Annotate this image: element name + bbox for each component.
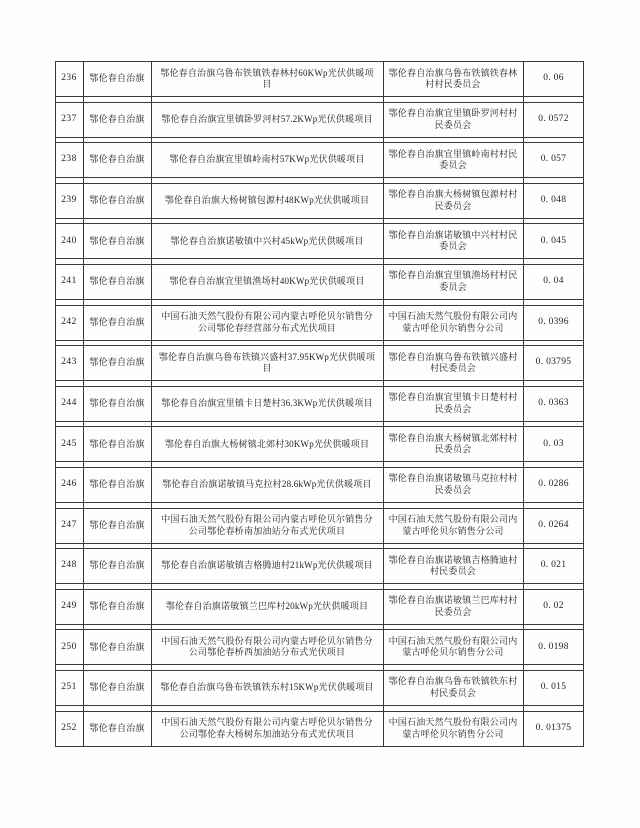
capacity-value-cell: 0. 0286 bbox=[538, 479, 569, 490]
region-cell: 鄂伦春自治旗 bbox=[89, 398, 145, 408]
region-cell: 鄂伦春自治旗 bbox=[89, 276, 145, 287]
region-cell: 鄂伦春自治旗 bbox=[89, 641, 145, 652]
region-cell: 鄂伦春自治旗 bbox=[89, 722, 145, 733]
region-cell: 鄂伦春自治旗 bbox=[89, 438, 145, 449]
table-row bbox=[55, 426, 584, 462]
capacity-value-cell: 0. 0396 bbox=[538, 316, 569, 327]
capacity-value-cell: 0. 06 bbox=[543, 73, 564, 84]
region-cell: 鄂伦春自治旗 bbox=[89, 357, 145, 368]
row-number-cell: 240 bbox=[61, 235, 77, 246]
table-row bbox=[55, 467, 584, 503]
project-name-cell: 中国石油天然气股份有限公司内蒙古呼伦贝尔销售分公司鄂伦春经营部分布式光伏项目 bbox=[161, 311, 373, 333]
row-number-cell: 250 bbox=[61, 641, 77, 652]
table-right-border bbox=[583, 61, 584, 747]
project-name-cell: 鄂伦春自治旗乌鲁布铁镇兴盛村37.95KWp光伏供暖项目 bbox=[158, 351, 376, 374]
capacity-value-cell: 0. 0198 bbox=[538, 641, 569, 652]
owner-unit-cell: 鄂伦春自治旗诺敏镇吉格腾迪村村民委员会 bbox=[388, 554, 518, 577]
row-number-cell: 244 bbox=[61, 398, 77, 408]
owner-unit-cell: 鄂伦春自治旗宜里镇卧罗河村村民委员会 bbox=[388, 108, 518, 130]
table-row bbox=[55, 183, 584, 219]
table-row bbox=[55, 629, 584, 665]
row-number-cell: 241 bbox=[61, 276, 77, 287]
pv-project-table bbox=[55, 61, 584, 747]
capacity-value-cell: 0. 0572 bbox=[538, 113, 569, 124]
owner-unit-cell: 中国石油天然气股份有限公司内蒙古呼伦贝尔销售分公司 bbox=[388, 514, 518, 536]
region-cell: 鄂伦春自治旗 bbox=[89, 682, 145, 693]
project-name-cell: 鄂伦春自治旗诺敏镇马克拉村28.6kWp光伏供暖项目 bbox=[162, 479, 372, 490]
project-name-cell: 鄂伦春自治旗诺敏镇中兴村45kWp光伏供暖项目 bbox=[170, 235, 364, 246]
project-name-cell: 鄂伦春自治旗大杨树镇包源村48KWp光伏供暖项目 bbox=[164, 195, 370, 206]
table-row bbox=[55, 711, 584, 747]
table-row bbox=[55, 102, 584, 138]
table-row bbox=[55, 589, 584, 625]
owner-unit-cell: 鄂伦春自治旗宜里镇卡日楚村村民委员会 bbox=[388, 392, 518, 414]
table-row bbox=[55, 548, 584, 584]
capacity-value-cell: 0. 01375 bbox=[535, 722, 572, 733]
owner-unit-cell: 中国石油天然气股份有限公司内蒙古呼伦贝尔销售分公司 bbox=[388, 635, 518, 658]
table-row bbox=[55, 670, 584, 706]
capacity-value-cell: 0. 03 bbox=[543, 438, 564, 449]
row-number-cell: 248 bbox=[61, 560, 77, 571]
project-name-cell: 鄂伦春自治旗宜里镇渔场村40KWp光伏供暖项目 bbox=[169, 276, 365, 287]
table-column-divider-3 bbox=[383, 61, 384, 747]
row-number-cell: 242 bbox=[61, 316, 77, 327]
project-name-cell: 鄂伦春自治旗诺敏镇吉格腾迪村21kWp光伏供暖项目 bbox=[161, 560, 373, 571]
project-name-cell: 中国石油天然气股份有限公司内蒙古呼伦贝尔销售分公司鄂伦春大杨树东加油站分布式光伏项目 bbox=[161, 717, 373, 739]
table-column-divider-2 bbox=[151, 61, 152, 747]
project-name-cell: 鄂伦春自治旗宜里镇岭南村57KWp光伏供暖项目 bbox=[169, 154, 365, 165]
project-name-cell: 鄂伦春自治旗宜里镇卡日楚村36.3KWp光伏供暖项目 bbox=[161, 398, 373, 408]
region-cell: 鄂伦春自治旗 bbox=[89, 113, 145, 124]
capacity-value-cell: 0. 03795 bbox=[535, 357, 572, 368]
project-name-cell: 鄂伦春自治旗大杨树镇北郊村30KWp光伏供暖项目 bbox=[164, 438, 370, 449]
capacity-value-cell: 0. 04 bbox=[543, 276, 564, 287]
capacity-value-cell: 0. 045 bbox=[540, 235, 567, 246]
row-number-cell: 245 bbox=[61, 438, 77, 449]
capacity-value-cell: 0. 0264 bbox=[538, 519, 569, 530]
owner-unit-cell: 鄂伦春自治旗诺敏镇马克拉村村民委员会 bbox=[388, 473, 518, 495]
capacity-value-cell: 0. 021 bbox=[540, 560, 567, 571]
owner-unit-cell: 中国石油天然气股份有限公司内蒙古呼伦贝尔销售分公司 bbox=[388, 717, 518, 739]
row-number-cell: 252 bbox=[61, 722, 77, 733]
row-number-cell: 246 bbox=[61, 479, 77, 490]
row-number-cell: 247 bbox=[61, 519, 77, 530]
owner-unit-cell: 鄂伦春自治旗大杨树镇北郊村村民委员会 bbox=[388, 432, 518, 455]
row-number-cell: 239 bbox=[61, 195, 77, 206]
owner-unit-cell: 中国石油天然气股份有限公司内蒙古呼伦贝尔销售分公司 bbox=[388, 311, 518, 333]
row-number-cell: 249 bbox=[61, 600, 77, 611]
region-cell: 鄂伦春自治旗 bbox=[89, 519, 145, 530]
table-row bbox=[55, 345, 584, 381]
region-cell: 鄂伦春自治旗 bbox=[89, 479, 145, 490]
capacity-value-cell: 0. 057 bbox=[540, 154, 567, 165]
capacity-value-cell: 0. 015 bbox=[540, 682, 567, 693]
row-number-cell: 243 bbox=[61, 357, 77, 368]
table-row bbox=[55, 264, 584, 300]
capacity-value-cell: 0. 02 bbox=[543, 600, 564, 611]
capacity-value-cell: 0. 0363 bbox=[538, 398, 569, 408]
owner-unit-cell: 鄂伦春自治旗诺敏镇兰巴库村村民委员会 bbox=[388, 595, 518, 617]
project-name-cell: 鄂伦春自治旗乌鲁布铁镇铁春林村60KWp光伏供暖项目 bbox=[160, 67, 374, 89]
owner-unit-cell: 鄂伦春自治旗乌鲁布铁镇铁春林村村民委员会 bbox=[388, 67, 518, 89]
table-row bbox=[55, 223, 584, 259]
project-name-cell: 鄂伦春自治旗乌鲁布铁镇铁东村15KWp光伏供暖项目 bbox=[160, 682, 374, 693]
region-cell: 鄂伦春自治旗 bbox=[89, 316, 145, 327]
row-number-cell: 236 bbox=[61, 73, 77, 84]
capacity-value-cell: 0. 048 bbox=[540, 195, 567, 206]
region-cell: 鄂伦春自治旗 bbox=[89, 73, 145, 84]
owner-unit-cell: 鄂伦春自治旗宜里镇渔场村村民委员会 bbox=[388, 270, 518, 292]
owner-unit-cell: 鄂伦春自治旗大杨树镇包源村村民委员会 bbox=[388, 189, 518, 211]
owner-unit-cell: 鄂伦春自治旗诺敏镇中兴村村民委员会 bbox=[388, 229, 518, 252]
region-cell: 鄂伦春自治旗 bbox=[89, 600, 145, 611]
region-cell: 鄂伦春自治旗 bbox=[89, 195, 145, 206]
row-number-cell: 251 bbox=[61, 682, 77, 693]
table-row bbox=[55, 142, 584, 178]
row-number-cell: 237 bbox=[61, 113, 77, 124]
row-number-cell: 238 bbox=[61, 154, 77, 165]
region-cell: 鄂伦春自治旗 bbox=[89, 235, 145, 246]
table-row bbox=[55, 386, 584, 422]
project-name-cell: 中国石油天然气股份有限公司内蒙古呼伦贝尔销售分公司鄂伦春桥西加油站分布式光伏项目 bbox=[161, 635, 373, 658]
table-row bbox=[55, 508, 584, 544]
project-name-cell: 鄂伦春自治旗宜里镇卧罗河村57.2KWp光伏供暖项目 bbox=[161, 113, 373, 124]
region-cell: 鄂伦春自治旗 bbox=[89, 560, 145, 571]
project-name-cell: 鄂伦春自治旗诺敏镇兰巴库村20kWp光伏供暖项目 bbox=[165, 600, 369, 611]
owner-unit-cell: 鄂伦春自治旗乌鲁布铁镇铁东村村民委员会 bbox=[388, 676, 518, 698]
owner-unit-cell: 鄂伦春自治旗乌鲁布铁镇兴盛村村民委员会 bbox=[388, 351, 518, 374]
table-left-border bbox=[55, 61, 56, 747]
table-column-divider-1 bbox=[83, 61, 84, 747]
table-row bbox=[55, 305, 584, 341]
table-column-divider-4 bbox=[523, 61, 524, 747]
project-name-cell: 中国石油天然气股份有限公司内蒙古呼伦贝尔销售分公司鄂伦春桥南加油站分布式光伏项目 bbox=[161, 514, 373, 536]
region-cell: 鄂伦春自治旗 bbox=[89, 154, 145, 165]
table-row bbox=[55, 61, 584, 97]
owner-unit-cell: 鄂伦春自治旗宜里镇岭南村村民委员会 bbox=[388, 148, 518, 171]
